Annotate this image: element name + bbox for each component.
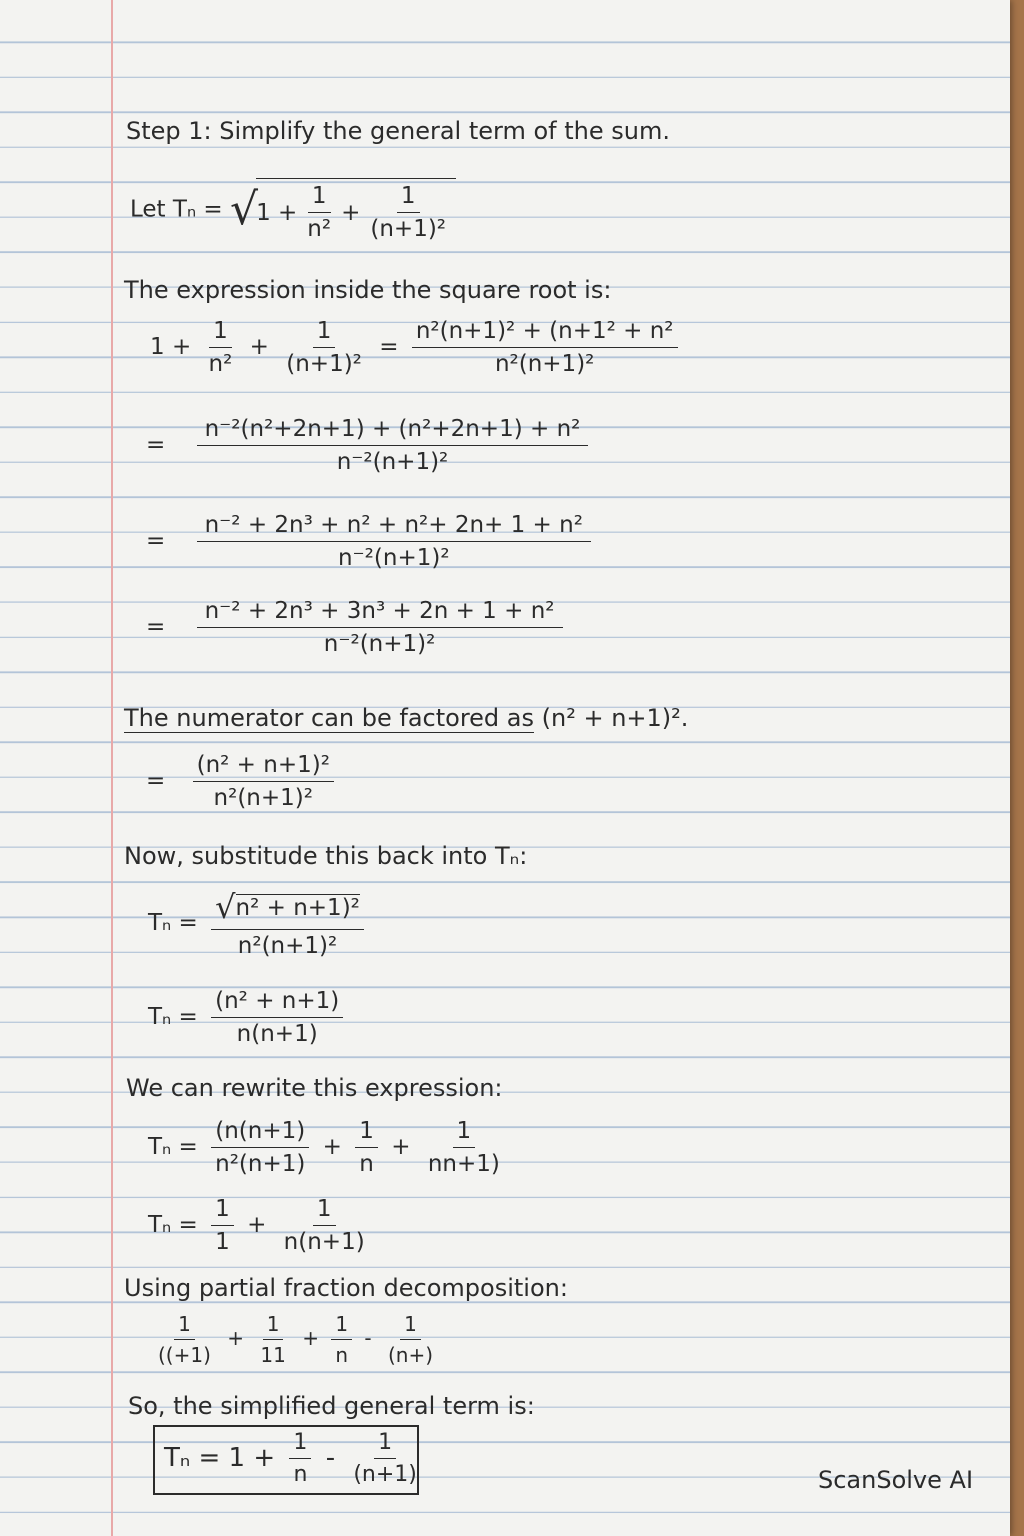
- fraction-1-over-np1sq: $\frac{1}{\text{(n+1)²}}$: [286, 318, 362, 377]
- expanded-fraction-2: $\frac{\text{n⁻²(n²+2n+1) + (n²+2n+1) + n²}}{\text{n⁻²(n+1)²}}$: [197, 416, 589, 475]
- radical-icon: √: [215, 888, 236, 926]
- intro-inside-text: The expression inside the square root is:: [124, 276, 612, 304]
- tn-simple-fraction: $\frac{\text{(n² + n+1)}}{n(n+1)}$: [211, 988, 343, 1047]
- final-text: So, the simplified general term is:: [128, 1392, 535, 1420]
- expanded-fraction-4: $\frac{\text{n⁻² + 2n³ + 3n³ + 2n + 1 + n²}}{\text{n⁻²(n+1)²}}$: [197, 598, 563, 657]
- rewrite-line: Tₙ = $\frac{(n(n+1)}{\text{n²(n+1)}}$ + $\frac{1}{n}$ + $\frac{1}{nn+1)}$: [148, 1118, 500, 1177]
- partial-fraction-line: $\frac{1}{((+1)}$ + $\frac{1}{11}$ + $\frac{1}{n}$ - $\frac{1}{(n+)}$: [158, 1312, 434, 1367]
- rewrite-text: We can rewrite this expression:: [126, 1074, 503, 1102]
- definition-line: [130, 178, 456, 242]
- factored-line: = $\frac{\text{(n² + n+1)²}}{\text{n²(n+1)²}}$: [146, 752, 340, 811]
- radical-icon: √: [230, 184, 259, 235]
- fraction-1-over-n2: $\frac{1}{\text{n²}}$: [307, 183, 332, 242]
- fraction-1-over-np1sq: $\frac{1}{\text{(n+1)²}}$: [370, 183, 447, 242]
- signature: ScanSolve AI: [818, 1466, 974, 1494]
- let-label: Let: [130, 196, 166, 223]
- factor-line: [124, 704, 688, 732]
- partial-fraction-text: Using partial fraction decomposition:: [124, 1274, 568, 1302]
- tn-sqrt-line: Tₙ = √ n² + n+1)² n²(n+1)²: [148, 888, 370, 959]
- expansion-line-2: = $\frac{\text{n⁻²(n²+2n+1) + (n²+2n+1) + n²}}{\text{n⁻²(n+1)²}}$: [146, 416, 594, 475]
- factored-fraction: $\frac{\text{(n² + n+1)²}}{\text{n²(n+1)²}}$: [193, 752, 334, 811]
- expansion-line-1: 1 + $\frac{1}{\text{n²}}$ + $\frac{1}{\text{(n+1)²}}$ = $\frac{\text{n²(n+1)² + (n+1² + n²}}{\text{n²(n+1)²}}$: [150, 318, 684, 377]
- one-plus: 1 +: [256, 199, 298, 226]
- fraction-1-over-n2: $\frac{1}{\text{n²}}$: [208, 318, 233, 377]
- tn-sum-line: Tₙ = $\frac{1}{1}$ + $\frac{1}{n(n+1)}$: [148, 1196, 365, 1255]
- step-heading: Step 1: Simplify the general term of the sum.: [126, 117, 670, 145]
- factor-expression: (n² + n+1)².: [541, 704, 689, 732]
- margin-line: [111, 0, 113, 1536]
- combined-fraction: $\frac{\text{n²(n+1)² + (n+1² + n²}}{\text{n²(n+1)²}}$: [412, 318, 678, 377]
- substitute-text: Now, substitude this back into Tₙ:: [124, 842, 528, 870]
- tn-sqrt-fraction: √ n² + n+1)² n²(n+1)²: [211, 888, 364, 959]
- equals-sign: =: [203, 196, 223, 223]
- tn-symbol: Tₙ: [172, 196, 197, 223]
- expanded-fraction-3: $\frac{\text{n⁻² + 2n³ + n² + n²+ 2n+ 1 + n²}}{\text{n⁻²(n+1)²}}$: [197, 512, 591, 571]
- expansion-line-4: = $\frac{\text{n⁻² + 2n³ + 3n³ + 2n + 1 + n²}}{\text{n⁻²(n+1)²}}$: [146, 598, 569, 657]
- final-answer: Tₙ = 1 + $\frac{1}{n}$ - $\frac{1}{(n+1)}$: [164, 1430, 417, 1487]
- expansion-line-3: = $\frac{\text{n⁻² + 2n³ + n² + n²+ 2n+ 1 + n²}}{\text{n⁻²(n+1)²}}$: [146, 512, 597, 571]
- square-root: √ 1 + $\frac{1}{\text{n²}}$ + $\frac{1}{\text{(n+1)²}}$: [230, 178, 456, 242]
- tn-simple-line: Tₙ = $\frac{\text{(n² + n+1)}}{n(n+1)}$: [148, 988, 349, 1047]
- factor-text: The numerator can be factored as: [124, 704, 534, 732]
